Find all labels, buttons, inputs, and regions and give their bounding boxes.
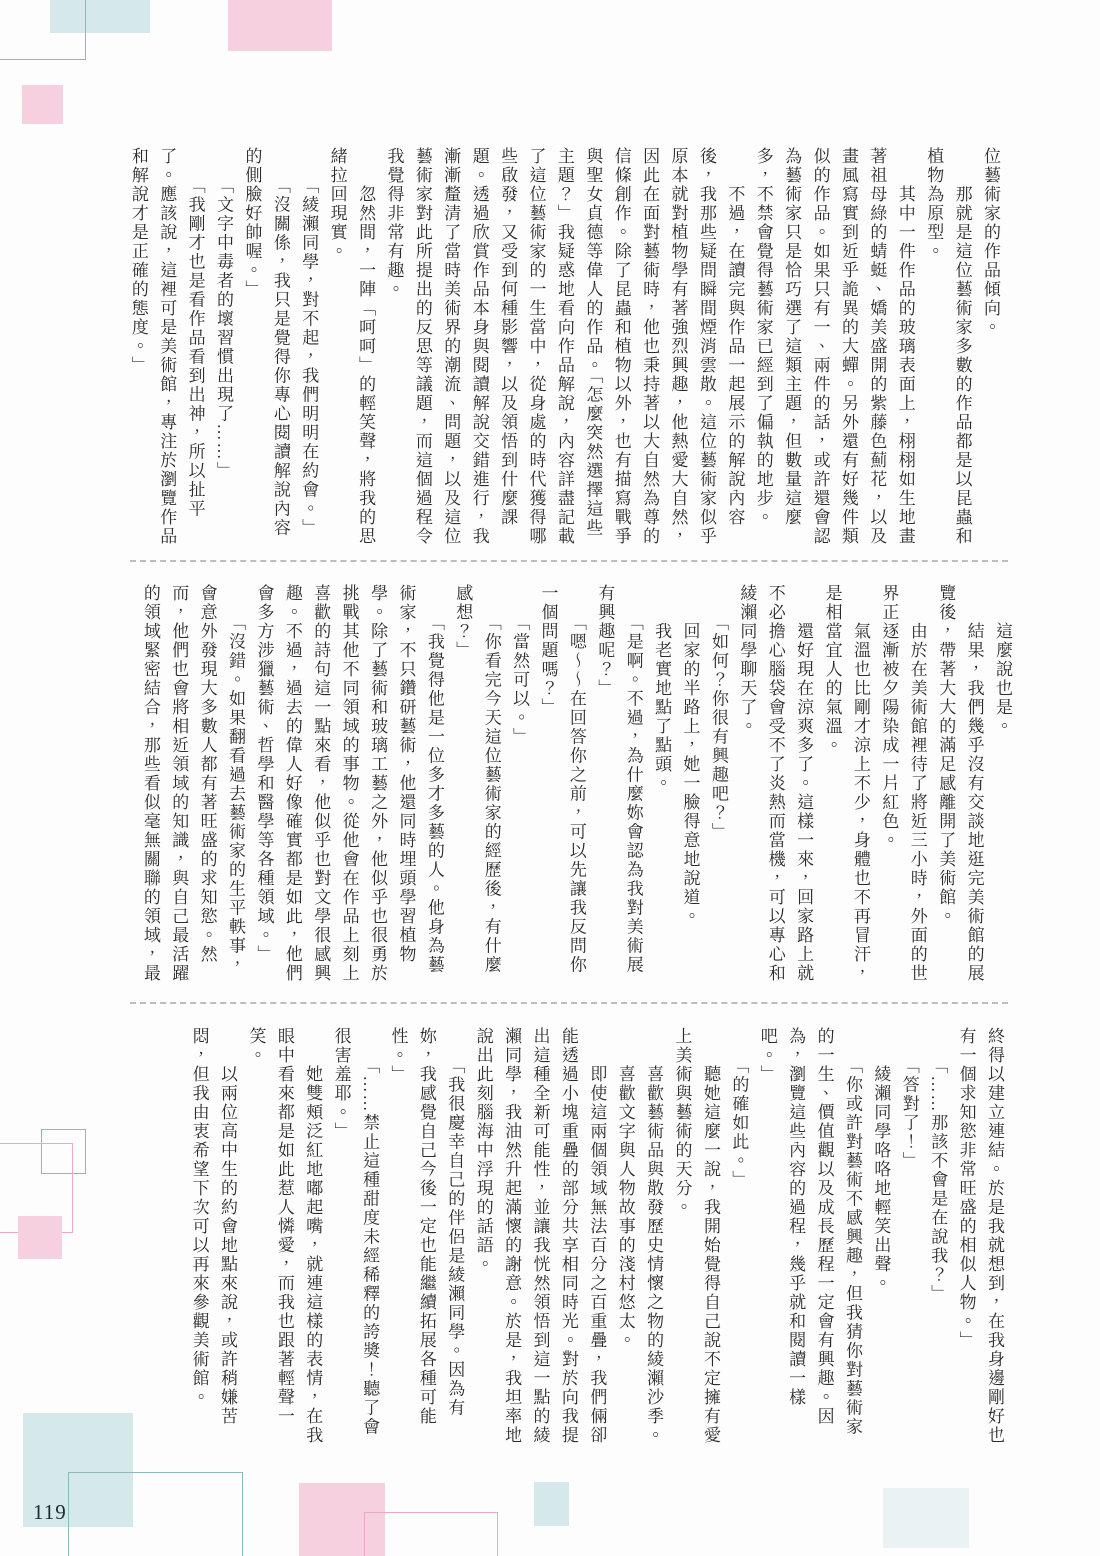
paragraph: 「綾瀨同學，對不起，我們明明在約會。」 — [299, 147, 319, 538]
deco-pink-square-top-left-small — [22, 85, 63, 124]
paragraph: 綾瀨同學咯咯地輕笑出聲。 — [871, 1027, 891, 1293]
paragraph: 不過，在讀完與作品一起展示的解說內容後，我那些疑問瞬間煙消雲散。這位藝術家似乎原本就對植物學有著強烈興趣，他熱愛大自然，因此在面對藝術時，他也秉持著以大自然為尊的信條創作。除了昆蟲和植物以外，也有描寫戰爭與聖女貞德等偉人的作品。「怎麼突然選擇這些主題？」我疑惑地看向作品解說，內容詳盡記載了這位藝術家的一生當中，從身處的時代獲得哪些啟發，又受到何種影響，以及領悟到什麼課題。透過欣賞作品本身與閱讀解說交錯進行，我漸漸釐清了當時美術界的潮流、問題，以及這位藝術家對此所提出的反思等議題，而這個過程令我覺得非常有趣。 — [384, 147, 745, 546]
paragraph: 以兩位高中生的約會地點來說，或許稍嫌苦悶，但我由衷希望下次可以再來參觀美術館。 — [189, 1027, 238, 1426]
paragraph: 「當然可以。」 — [510, 584, 530, 747]
deco-teal-outline-rect-bottom — [68, 1472, 243, 1556]
paragraph: 「我很慶幸自己的伴侶是綾瀨同學。因為有妳，我感覺自己今後一定也能繼續拓展各種可能性。」 — [388, 1027, 465, 1426]
paragraph: 還好現在涼爽多了。這樣一來，回家路上就不必擔心腦袋會受不了炎熱而當機，可以專心和綾瀨同學聊天了。 — [737, 584, 814, 983]
deco-blue-square-bottom-right — [883, 1488, 969, 1548]
paragraph: 其中一件作品的玻璃表面上，栩栩如生地畫著祖母綠的蜻蜓、嬌美盛開的紫藤色薊花，以及畫風寫實到近乎詭異的大蟬。另外還有好幾件類似的作品。如果只有一、兩件的話，或許還會認為藝術家只是恰巧選了這類主題，但數量這麼多，不禁會覺得藝術家已經到了偏執的地步。 — [753, 147, 915, 546]
paragraph: 即使這兩個領域無法百分之百重疊，我們倆卻能透過小塊重疊的部分共享相同時光。對於向我提出這種全新可能性，並讓我恍然領悟到這一點的綾瀨同學，我油然升起滿懷的謝意。於是，我坦率地說出此刻腦海中浮現的話語。 — [473, 1027, 607, 1445]
paragraph: 回家的半路上，她一臉得意地說道。 — [680, 584, 700, 926]
paragraph: 終得以建立連結。於是我就想到，在我身邊剛好也有一個求知慾非常旺盛的相似人物。」 — [956, 1027, 1004, 1445]
text-section-1 — [112, 147, 1004, 549]
paragraph: 「你看完今天這位藝術家的經歷後，有什麼感想？」 — [453, 584, 501, 975]
paragraph: 「嗯～～在回答你之前，可以先讓我反問你一個問題嗎？」 — [538, 584, 586, 975]
paragraph: 「文字中毒者的壞習慣出現了……」 — [214, 147, 234, 481]
paragraph: 「答對了！」 — [899, 1027, 919, 1171]
paragraph: 「你或許對藝術不感興趣，但我猜你對藝術家的一生、價值觀以及成長歷程一定會有興趣。因為，瀏覽這些內容的過程，幾乎就和閱讀一樣吧。」 — [757, 1027, 862, 1437]
text-section-2 — [110, 584, 1016, 990]
paragraph: 「我剛才也是看作品看到出神，所以扯平了。應該說，這裡可是美術館，專注於瀏覽作品和解說才是正確的態度。」 — [128, 147, 205, 546]
paragraph: 「如何？你很有興趣吧？」 — [708, 584, 728, 842]
paragraph: 由於在美術館裡待了將近三小時，外面的世界正逐漸被夕陽染成一片紅色。 — [879, 584, 927, 983]
paragraph: 喜歡藝術品與散發歷史情懷之物的綾瀨沙季。 — [644, 1027, 664, 1445]
paragraph: 我老實地點了點頭。 — [652, 584, 672, 793]
paragraph: 聽她這麼一說，我開始覺得自己說不定擁有愛上美術與藝術的天分。 — [672, 1027, 720, 1445]
paragraph: 喜歡文字與人物故事的淺村悠太。 — [615, 1027, 635, 1350]
paragraph: 這麼說也是。 — [993, 584, 1012, 736]
paragraph: 「的確如此。」 — [729, 1027, 749, 1190]
paragraph: 「……那該不會是在說我？」 — [928, 1027, 948, 1304]
deco-blue-square-bottom-small — [534, 1482, 569, 1526]
deco-pink-square-top — [228, 0, 332, 51]
paragraph: 「是啊。不過，為什麼妳會認為我對美術展有興趣呢？」 — [595, 584, 643, 975]
deco-teal-outline-rect-top-left — [0, 0, 86, 60]
paragraph: 位藝術家的作品傾向。 — [981, 147, 1000, 337]
paragraph: 「沒錯。如果翻看過去藝術家的生平軼事，會意外發現大多數人都有著旺盛的求知慾。然而，他們也會將相近領域的知識，與自己最活躍的領域緊密結合，那些看似毫無關聯的領域，最 — [140, 584, 246, 983]
page-number: 119 — [33, 1500, 67, 1524]
section-separator-1 — [130, 560, 1008, 562]
text-section-3 — [116, 1027, 1008, 1447]
paragraph: 她雙頰泛紅地嘟起嘴，就連這樣的表情，在我眼中看來都是如此惹人憐愛，而我也跟著輕聲一笑。 — [246, 1027, 323, 1445]
paragraph: 結果，我們幾乎沒有交談地逛完美術館的展覽後，帶著大大的滿足感離開了美術館。 — [936, 584, 984, 983]
deco-pink-outline-rect-bottom — [364, 1512, 498, 1556]
paragraph: 氣溫也比剛才涼上不少，身體也不再冒汗，是相當宜人的氣溫。 — [822, 584, 870, 983]
paragraph: 「我覺得他是一位多才多藝的人。他身為藝術家，不只鑽研藝術，他還同時埋頭學習植物學。除了藝術和玻璃工藝之外，他似乎也很勇於挑戰其他不同領域的事物。從他會在作品上刻上喜歡的詩句這一點來看，他似乎也對文學很感興趣。不過，過去的偉人好像確實都是如此，他們會多方涉獵藝術、哲學和醫學等各種領域。」 — [254, 584, 444, 983]
section-separator-2 — [130, 1002, 1008, 1004]
paragraph: 忽然間，一陣「呵呵」的輕笑聲，將我的思緒拉回現實。 — [327, 147, 376, 546]
paragraph: 那就是這位藝術家多數的作品都是以昆蟲和植物為原型。 — [924, 147, 972, 546]
paragraph: 「……禁止這種甜度未經稀釋的誇獎！聽了會很害羞耶。」 — [331, 1027, 380, 1437]
deco-pink-square-left — [18, 1216, 62, 1259]
paragraph: 「沒關係，我只是覺得你專心閱讀解說內容的側臉好帥喔。」 — [242, 147, 290, 538]
